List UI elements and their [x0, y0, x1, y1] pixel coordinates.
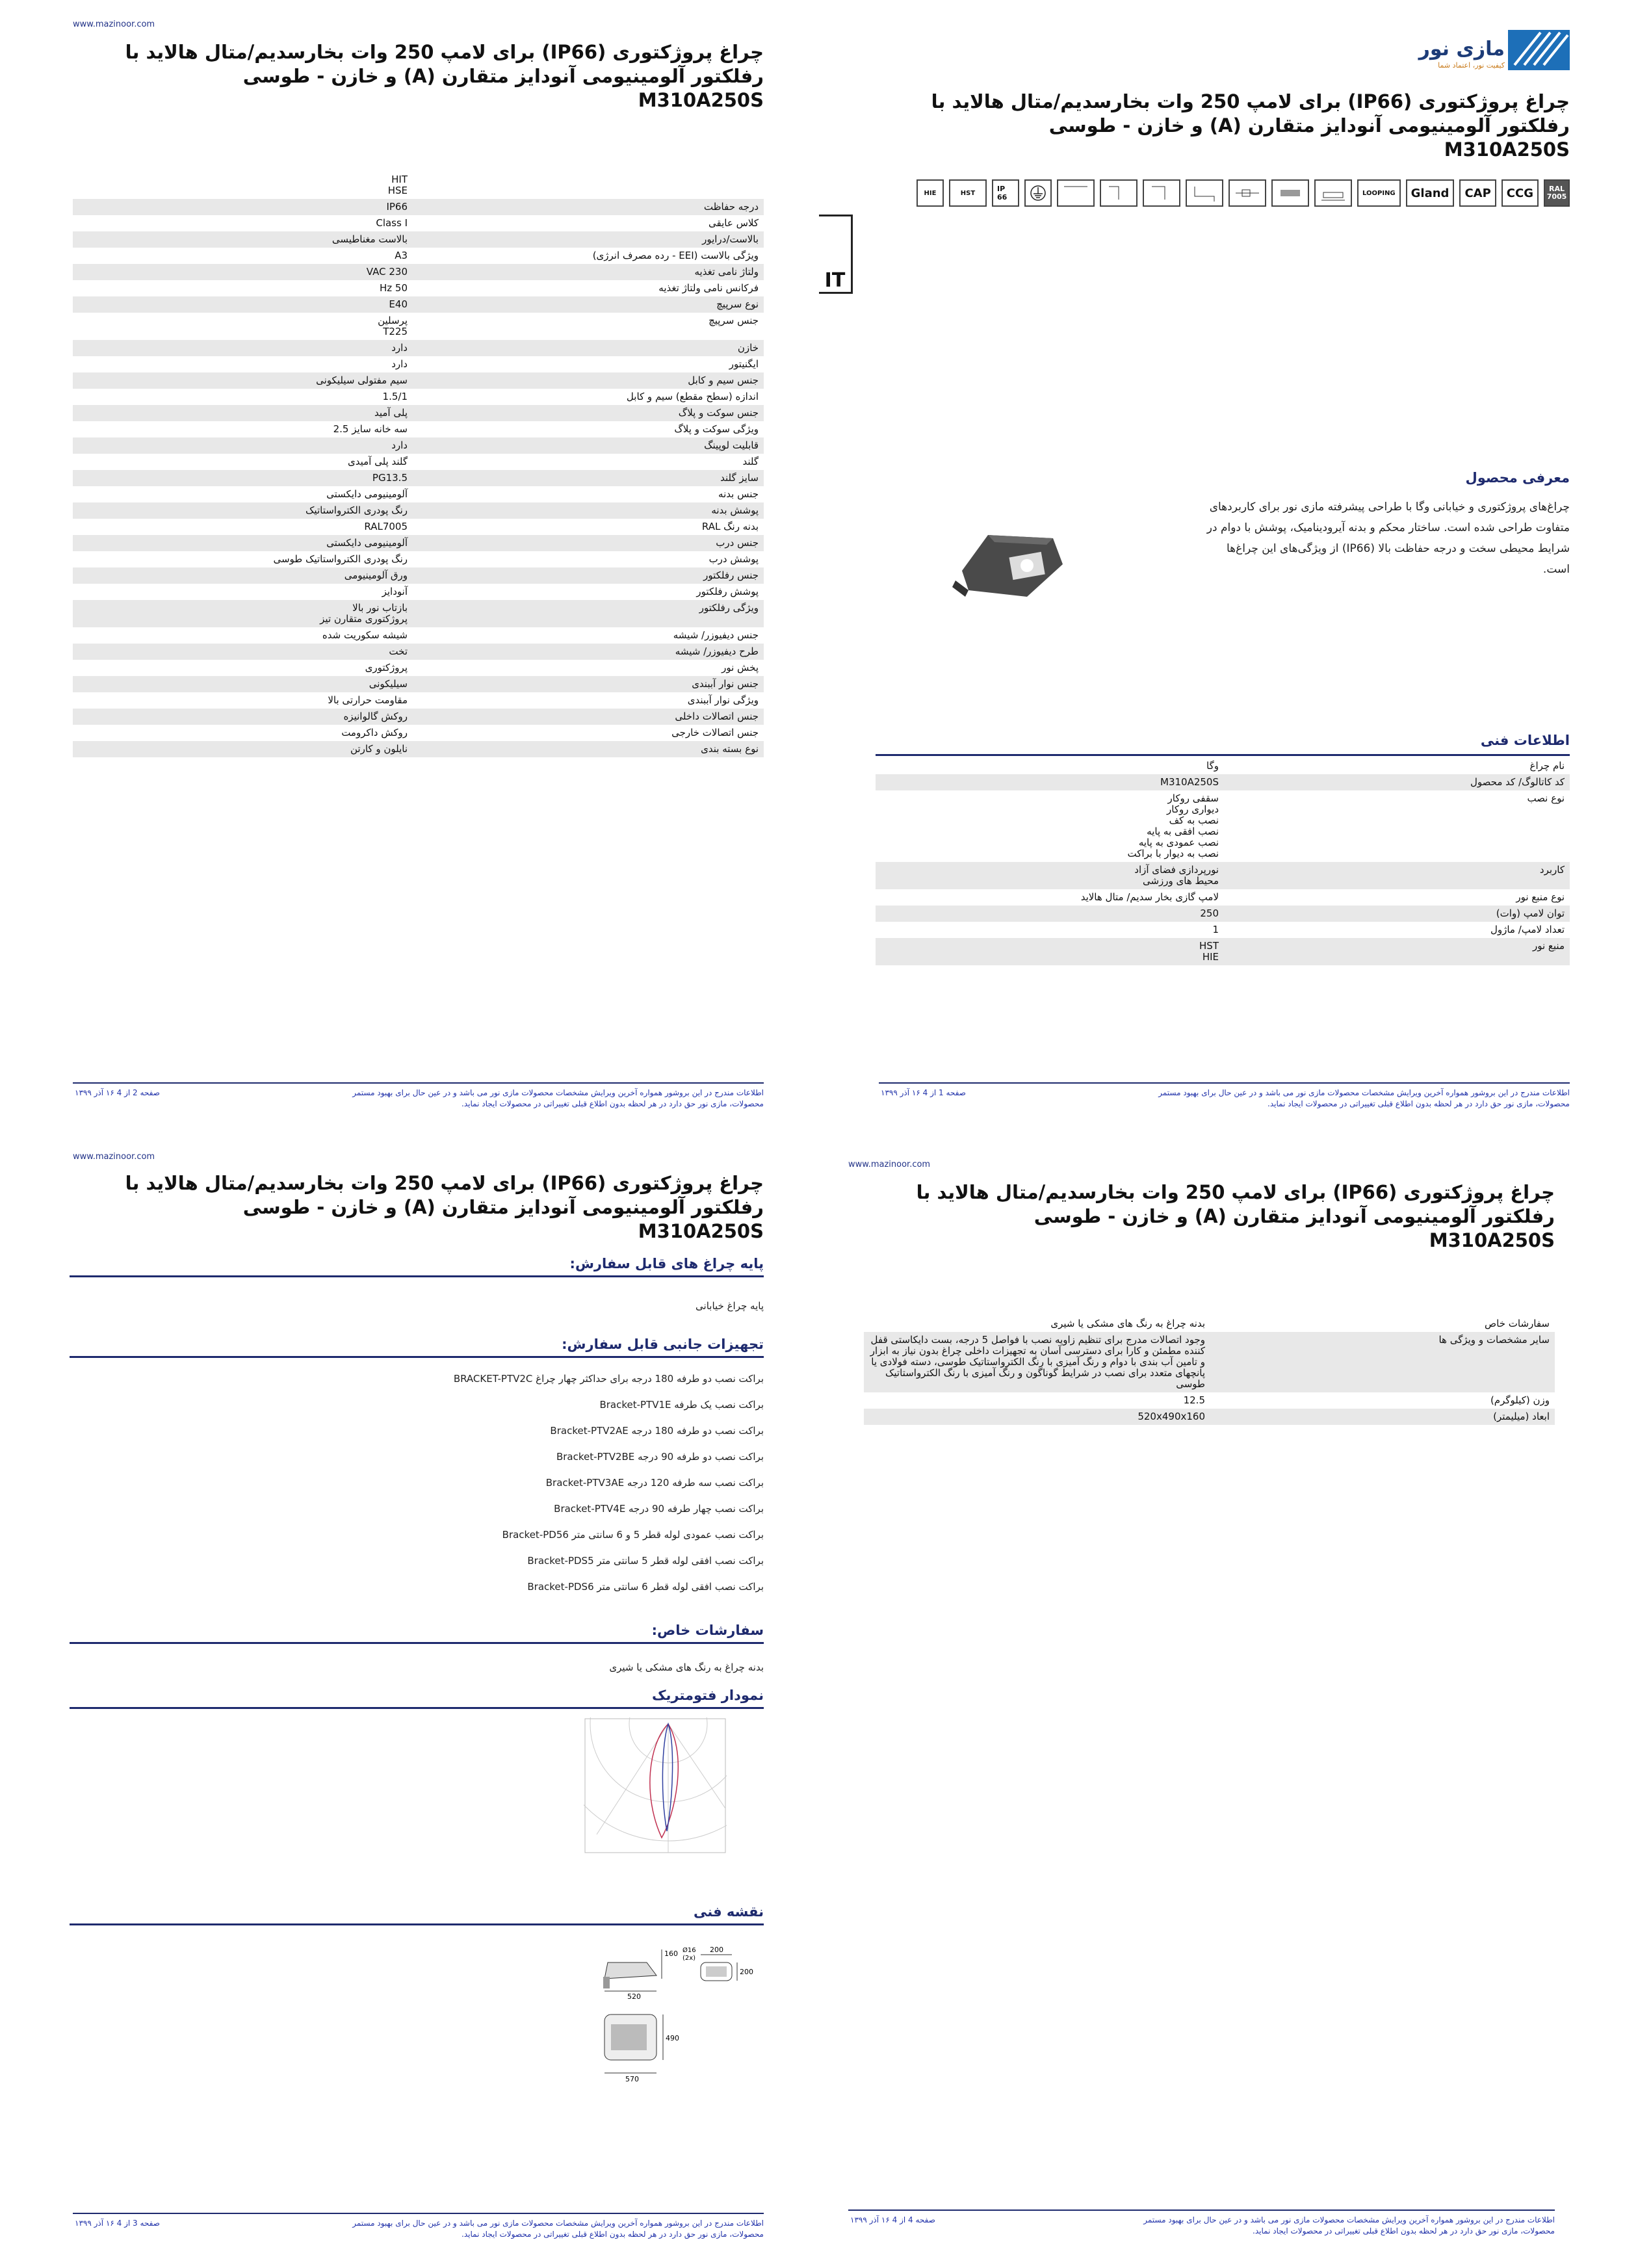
spec-label: پخش نور — [413, 660, 764, 676]
spec-label: پوشش بدنه — [413, 502, 764, 519]
tech-row — [876, 790, 1570, 862]
hie-label: HIE — [924, 189, 937, 197]
page2-spec-table — [73, 172, 764, 757]
spec-value: نایلون و کارتن — [73, 741, 413, 757]
spec-row — [73, 567, 764, 584]
spec-row — [73, 313, 764, 340]
footer-note: اطلاعات مندرج در این بروشور همواره آخرین ویرایش مشخصات محصولات مازی نور می باشد و در عین حال برای بهبود مستمر محصولات، مازی نور حق دارد در هر لحظه بدون اطلاع قبلی تغییراتی در محصولات ایجاد نماید. — [1143, 2215, 1555, 2235]
tech-label: کد کاتالوگ/ کد محصول — [1224, 774, 1570, 790]
footer-page: صفحه 3 از 4 ۱۶ آذر ۱۳۹۹ — [75, 2219, 160, 2228]
pole-rule — [70, 1275, 764, 1277]
footer-rule — [73, 1082, 764, 1084]
extra-value: بدنه چراغ به رنگ های مشکی یا شیری — [864, 1316, 1210, 1332]
accessory-item: براکت نصب افقی لوله قطر 5 سانتی متر Bracket-PDS5 — [527, 1555, 764, 1567]
mount-pole-icon — [1234, 183, 1260, 203]
feature-icons — [916, 179, 1570, 207]
spec-value: بازتاب نور بالا پروژکتوری متقارن تیز — [73, 600, 413, 627]
spec-value: رنگ پودری الکترواستاتیک طوسی — [73, 551, 413, 567]
tech-row — [876, 938, 1570, 965]
footer — [75, 1088, 764, 1114]
spec-value: 230 VAC — [73, 264, 413, 280]
spec-value: پروژکتوری — [73, 660, 413, 676]
spec-label: قابلیت لوپینگ — [413, 437, 764, 454]
tech-row — [876, 862, 1570, 889]
mount-side-icon — [1106, 183, 1132, 203]
tech-table — [876, 758, 1570, 965]
ground-icon — [1024, 179, 1052, 207]
accessory-item: براکت نصب دو طرفه 180 درجه برای حداکثر چهار چراغ BRACKET-PTV2C — [453, 1373, 764, 1385]
spec-label: پوشش رفلکتور — [413, 584, 764, 600]
footer-note: اطلاعات مندرج در این بروشور همواره آخرین ویرایش مشخصات محصولات مازی نور می باشد و در عین حال برای بهبود مستمر محصولات، مازی نور حق دارد در هر لحظه بدون اطلاع قبلی تغییراتی در محصولات ایجاد نماید. — [352, 1088, 764, 1108]
tech-value: 250 — [876, 906, 1224, 922]
mount-icon-4 — [1186, 179, 1223, 207]
special-item: بدنه چراغ به رنگ های مشکی یا شیری — [609, 1662, 764, 1673]
spec-row — [73, 405, 764, 421]
spec-row — [73, 356, 764, 372]
spec-label: جنس اتصالات خارجی — [413, 725, 764, 741]
product-title: چراغ پروژکتوری (IP66) برای لامپ 250 وات بخارسدیم/متال هالاید با رفلکتور آلومینیومی آنودایز متقارن (A) و خازن - طوسی — [931, 90, 1570, 137]
spec-row — [73, 172, 764, 199]
spec-label: ایگنیتور — [413, 356, 764, 372]
page4-table-wrap — [864, 1316, 1555, 1425]
tech-value: وگا — [876, 758, 1224, 774]
ccg-label: CCG — [1506, 186, 1533, 200]
product-code: M310A250S — [638, 1220, 764, 1242]
footer-page: صفحه 4 از 4 ۱۶ آذر ۱۳۹۹ — [850, 2215, 935, 2224]
spec-value: رنگ پودری الکترواستاتیک — [73, 502, 413, 519]
dim-w1: 520 — [627, 1992, 641, 2001]
spec-row — [73, 676, 764, 692]
extra-label: وزن (کیلوگرم) — [1210, 1392, 1555, 1409]
spec-row — [73, 199, 764, 215]
site-url: www.mazinoor.com — [848, 1160, 931, 1169]
spec-value: HIT HSE — [73, 172, 413, 199]
spec-label: سایز گلند — [413, 470, 764, 486]
special-rule — [70, 1642, 764, 1644]
extra-value: وجود اتصالات مدرج برای تنظیم زاویه نصب با فواصل 5 درجه، بست دایکاستی قفل کننده مطمئن و کارا برای دسترسی آسان به تجهیزات داخلی چراغ بدون نیاز به ابزار و تامین آب بندی با دوام و رنگ آمیزی با رنگ الکترواستاتیک طوسی، دسته فولادی یا پانچهای متعدد برای نصب در شرایط گوناگون و رنگ آمیزی با رنگ الکترواستاتیک طوسی — [864, 1332, 1210, 1392]
pole-heading: پایه چراغ های قابل سفارش: — [569, 1256, 764, 1271]
spec-value: PG13.5 — [73, 470, 413, 486]
spec-label: ولتاژ نامی تغذیه — [413, 264, 764, 280]
dim-dia: Ø16 — [682, 1947, 696, 1954]
photometric-diagram — [584, 1717, 727, 1854]
drawing-heading: نقشه فنی — [694, 1904, 764, 1920]
tech-label: تعداد لامپ/ ماژول — [1224, 922, 1570, 938]
footer-note: اطلاعات مندرج در این بروشور همواره آخرین ویرایش مشخصات محصولات مازی نور می باشد و در عین حال برای بهبود مستمر محصولات، مازی نور حق دارد در هر لحظه بدون اطلاع قبلی تغییراتی در محصولات ایجاد نماید. — [352, 2219, 764, 2239]
tech-label: منبع نور — [1224, 938, 1570, 965]
spec-row — [73, 551, 764, 567]
ral-icon — [1544, 179, 1570, 207]
spec-label: فرکانس نامی ولتاژ تغذیه — [413, 280, 764, 296]
gland-icon — [1406, 179, 1455, 207]
ccg-icon — [1502, 179, 1539, 207]
mount-wall-icon — [1320, 183, 1346, 203]
tech-label: نوع منبع نور — [1224, 889, 1570, 906]
product-code: M310A250S — [638, 89, 764, 111]
spec-value: دارد — [73, 437, 413, 454]
spec-row — [73, 248, 764, 264]
spec-value: Class I — [73, 215, 413, 231]
spec-label: جنس سوکت و پلاگ — [413, 405, 764, 421]
cap-icon — [1459, 179, 1496, 207]
spec-row — [73, 389, 764, 405]
footer-note: اطلاعات مندرج در این بروشور همواره آخرین ویرایش مشخصات محصولات مازی نور می باشد و در عین حال برای بهبود مستمر محصولات، مازی نور حق دارد در هر لحظه بدون اطلاع قبلی تغییراتی در محصولات ایجاد نماید. — [1158, 1088, 1570, 1108]
spec-label: ویژگی بالاست (EEI - رده مصرف انرژی) — [413, 248, 764, 264]
hst-icon — [949, 179, 987, 207]
extra-value: 520x490x160 — [864, 1409, 1210, 1425]
acc-heading: تجهیزات جانبی قابل سفارش: — [562, 1336, 764, 1352]
accessory-item: براکت نصب عمودی لوله قطر 5 و 6 سانتی متر Bracket-PD56 — [502, 1529, 764, 1541]
spec-row — [73, 372, 764, 389]
spec-value: ورق آلومینیومی — [73, 567, 413, 584]
brand-logo — [1384, 26, 1573, 78]
mount-floor-icon — [1277, 183, 1303, 203]
page4-spec-table — [864, 1316, 1555, 1425]
spec-row — [73, 470, 764, 486]
drawing-rule — [70, 1923, 764, 1925]
extra-label: سفارشات خاص — [1210, 1316, 1555, 1332]
spec-value: دارد — [73, 340, 413, 356]
accessory-list — [454, 1366, 764, 1600]
footer-page: صفحه 1 از 4 ۱۶ آذر ۱۳۹۹ — [881, 1088, 966, 1097]
hst-label: HST — [960, 189, 976, 197]
spec-label: درجه حفاظت — [413, 199, 764, 215]
site-url: www.mazinoor.com — [73, 20, 155, 29]
product-code: M310A250S — [1429, 1229, 1555, 1251]
spec-label: جنس دیفیوزر/ شیشه — [413, 627, 764, 644]
footer — [850, 2215, 1555, 2241]
page2-table-wrap — [73, 172, 764, 757]
footer-page: صفحه 2 از 4 ۱۶ آذر ۱۳۹۹ — [75, 1088, 160, 1097]
extra-value: 12.5 — [864, 1392, 1210, 1409]
dimension-drawing-icon — [585, 1943, 767, 2092]
hit-symbol: IT — [819, 215, 853, 294]
spec-value: RAL7005 — [73, 519, 413, 535]
spec-row — [73, 421, 764, 437]
tech-row — [876, 774, 1570, 790]
spec-value: شیشه سکوریت شده — [73, 627, 413, 644]
spec-value: تخت — [73, 644, 413, 660]
polar-curve-icon — [584, 1717, 727, 1854]
spec-row — [73, 486, 764, 502]
spec-row — [73, 519, 764, 535]
spec-label: نوع سرپیچ — [413, 296, 764, 313]
spec-value: پرسلین T225 — [73, 313, 413, 340]
dim-dia2: (2x) — [682, 1955, 696, 1962]
accessory-item: براکت نصب افقی لوله قطر 6 سانتی متر Bracket-PDS6 — [527, 1581, 764, 1593]
spec-label: گلند — [413, 454, 764, 470]
mount-ceiling-icon — [1063, 183, 1089, 203]
spec-value: بالاست مغناطیسی — [73, 231, 413, 248]
ral-label: RAL 7005 — [1546, 185, 1567, 201]
spec-label: طرح دیفیوزر/ شیشه — [413, 644, 764, 660]
mount-corner-icon — [1149, 183, 1175, 203]
spec-row — [73, 584, 764, 600]
tech-label: نام چراغ — [1224, 758, 1570, 774]
brand-name: مازی نور — [1418, 38, 1505, 60]
spec-label: جنس سرپیچ — [413, 313, 764, 340]
spec-label: جنس رفلکتور — [413, 567, 764, 584]
dim-h2: 200 — [740, 1968, 753, 1976]
dim-w3: 570 — [625, 2075, 639, 2083]
dim-w2: 200 — [710, 1946, 723, 1954]
tech-row — [876, 758, 1570, 774]
photometric-heading: نمودار فتومتریک — [651, 1688, 764, 1703]
technical-drawing — [585, 1943, 767, 2092]
brand-tagline: کیفیت نور، اعتماد شما — [1438, 61, 1505, 70]
accessory-item: براکت نصب یک طرفه Bracket-PTV1E — [599, 1399, 764, 1411]
ip66-label: IP 66 — [997, 185, 1008, 202]
tech-value: سقفی روکار دیواری روکار نصب به کف نصب افقی به پایه نصب عمودی به پایه نصب به دیوار با براکت — [876, 790, 1224, 862]
spec-value: 1.5/1 — [73, 389, 413, 405]
footer — [881, 1088, 1570, 1114]
spec-row — [73, 627, 764, 644]
spec-row — [73, 280, 764, 296]
spec-label: خازن — [413, 340, 764, 356]
site-url: www.mazinoor.com — [73, 1152, 155, 1162]
spec-row — [73, 741, 764, 757]
footer-rule — [848, 2209, 1555, 2211]
page-2 — [0, 0, 806, 1134]
spec-label — [413, 172, 764, 199]
footer — [75, 2218, 764, 2244]
mount-icon-1 — [1314, 179, 1352, 207]
page1-title — [881, 90, 1570, 162]
mount-icon-5 — [1143, 179, 1180, 207]
tech-heading-rule — [876, 754, 1570, 756]
extra-row — [864, 1316, 1555, 1332]
spec-row — [73, 644, 764, 660]
spec-value: آنودایز — [73, 584, 413, 600]
dim-h3: 490 — [666, 2034, 679, 2042]
extra-label: ابعاد (میلیمتر) — [1210, 1409, 1555, 1425]
spec-label: جنس نوار آببندی — [413, 676, 764, 692]
spec-row — [73, 340, 764, 356]
accessory-item: براکت نصب دو طرفه 180 درجه Bracket-PTV2AE — [550, 1425, 764, 1437]
luminaire-image-icon — [949, 525, 1072, 603]
tech-heading: اطلاعات فنی — [1480, 733, 1570, 748]
page4-title — [866, 1180, 1555, 1253]
tech-label: نوع نصب — [1224, 790, 1570, 862]
ip66-icon — [992, 179, 1019, 207]
product-title: چراغ پروژکتوری (IP66) برای لامپ 250 وات بخارسدیم/متال هالاید با رفلکتور آلومینیومی آنودایز متقارن (A) و خازن - طوسی — [916, 1181, 1555, 1227]
spec-row — [73, 692, 764, 709]
tech-label: کاربرد — [1224, 862, 1570, 889]
spec-row — [73, 296, 764, 313]
intro-heading: معرفی محصول — [1465, 470, 1570, 486]
tech-value: نورپردازی فضای آزاد محیط های ورزشی — [876, 862, 1224, 889]
looping-icon — [1357, 179, 1401, 207]
looping-label: LOOPING — [1362, 189, 1396, 197]
spec-label: جنس اتصالات داخلی — [413, 709, 764, 725]
spec-label: ویژگی رفلکتور — [413, 600, 764, 627]
mount-bracket-icon — [1191, 183, 1217, 203]
gland-label: Gland — [1410, 186, 1450, 200]
footer-rule — [73, 2213, 764, 2214]
spec-value: سه خانه سایز 2.5 — [73, 421, 413, 437]
tech-row — [876, 906, 1570, 922]
spec-value: گلند پلی آمیدی — [73, 454, 413, 470]
spec-value: آلومینیومی دایکستی — [73, 535, 413, 551]
spec-value: E40 — [73, 296, 413, 313]
spec-label: پوشش درب — [413, 551, 764, 567]
spec-row — [73, 437, 764, 454]
tech-label: توان لامپ (وات) — [1224, 906, 1570, 922]
photometric-rule — [70, 1707, 764, 1709]
product-image — [949, 525, 1072, 603]
spec-row — [73, 660, 764, 676]
tech-value: 1 — [876, 922, 1224, 938]
footer-rule — [879, 1082, 1570, 1084]
product-title: چراغ پروژکتوری (IP66) برای لامپ 250 وات بخارسدیم/متال هالاید با رفلکتور آلومینیومی آنودایز متقارن (A) و خازن - طوسی — [125, 1172, 764, 1218]
spec-value: IP66 — [73, 199, 413, 215]
earth-symbol-icon — [1030, 185, 1046, 202]
spec-row — [73, 725, 764, 741]
page-3 — [0, 1134, 806, 2268]
spec-label: بالاست/درایور — [413, 231, 764, 248]
accessory-item: براکت نصب دو طرفه 90 درجه Bracket-PTV2BE — [556, 1451, 764, 1463]
spec-row — [73, 215, 764, 231]
page3-title — [75, 1171, 764, 1244]
spec-value: روکش داکرومت — [73, 725, 413, 741]
mount-icon-3 — [1228, 179, 1266, 207]
spec-label: جنس سیم و کابل — [413, 372, 764, 389]
hie-icon — [916, 179, 944, 207]
cap-label: CAP — [1464, 186, 1491, 200]
spec-label: ویژگی سوکت و پلاگ — [413, 421, 764, 437]
spec-label: جنس درب — [413, 535, 764, 551]
extra-row — [864, 1409, 1555, 1425]
tech-value: M310A250S — [876, 774, 1224, 790]
spec-value: آلومینیومی دایکستی — [73, 486, 413, 502]
mount-icon-7 — [1057, 179, 1095, 207]
spec-value: 50 Hz — [73, 280, 413, 296]
spec-label: ویژگی نوار آببندی — [413, 692, 764, 709]
spec-label: بدنه رنگ RAL — [413, 519, 764, 535]
spec-row — [73, 535, 764, 551]
acc-rule — [70, 1356, 764, 1358]
spec-row — [73, 709, 764, 725]
special-heading: سفارشات خاص: — [651, 1623, 764, 1638]
extra-row — [864, 1332, 1555, 1392]
mount-icon-2 — [1271, 179, 1309, 207]
spec-row — [73, 264, 764, 280]
spec-value: مقاومت حرارتی بالا — [73, 692, 413, 709]
page2-title — [75, 40, 764, 112]
page-4 — [819, 1134, 1625, 2268]
tech-row — [876, 922, 1570, 938]
tech-value: HST HIE — [876, 938, 1224, 965]
tech-value: لامپ گازی بخار سدیم/ متال هالاید — [876, 889, 1224, 906]
spec-row — [73, 502, 764, 519]
spec-row — [73, 231, 764, 248]
extra-row — [864, 1392, 1555, 1409]
spec-label: نوع بسته بندی — [413, 741, 764, 757]
tech-row — [876, 889, 1570, 906]
logo-mark-icon — [1384, 26, 1573, 78]
spec-label: جنس بدنه — [413, 486, 764, 502]
spec-value: A3 — [73, 248, 413, 264]
spec-label: اندازه (سطح مقطع) سیم و کابل — [413, 389, 764, 405]
product-title: چراغ پروژکتوری (IP66) برای لامپ 250 وات بخارسدیم/متال هالاید با رفلکتور آلومینیومی آنودایز متقارن (A) و خازن - طوسی — [125, 41, 764, 87]
intro-text: چراغ‌های پروژکتوری و خیابانی وگا با طراحی پیشرفته مازی نور برای کاربردهای متفاوت طراحی شده است. ساختار محکم و بدنه آیرودینامیک، پوشش با دوام در شرایط محیطی سخت و درجه حفاظت بالا (IP66) از ویژگی‌های این چراغ‌ها است. — [1206, 501, 1570, 576]
extra-label: سایر مشخصات و ویژگی ها — [1210, 1332, 1555, 1392]
pole-item: پایه چراغ خیابانی — [696, 1300, 764, 1312]
spec-row — [73, 454, 764, 470]
spec-value: سیلیکونی — [73, 676, 413, 692]
accessory-item: براکت نصب سه طرفه 120 درجه Bracket-PTV3AE — [545, 1477, 764, 1489]
page-1 — [819, 0, 1625, 1134]
spec-value: سیم مفتولی سیلیکونی — [73, 372, 413, 389]
spec-row — [73, 600, 764, 627]
mount-icon-6 — [1100, 179, 1138, 207]
spec-value: دارد — [73, 356, 413, 372]
spec-value: روکش گالوانیزه — [73, 709, 413, 725]
tech-table-wrap — [876, 758, 1570, 965]
accessory-item: براکت نصب چهار طرفه 90 درجه Bracket-PTV4E — [554, 1503, 764, 1515]
dim-h1: 160 — [664, 1949, 678, 1958]
spec-value: پلی آمید — [73, 405, 413, 421]
product-code: M310A250S — [1444, 138, 1570, 161]
spec-label: کلاس عایقی — [413, 215, 764, 231]
